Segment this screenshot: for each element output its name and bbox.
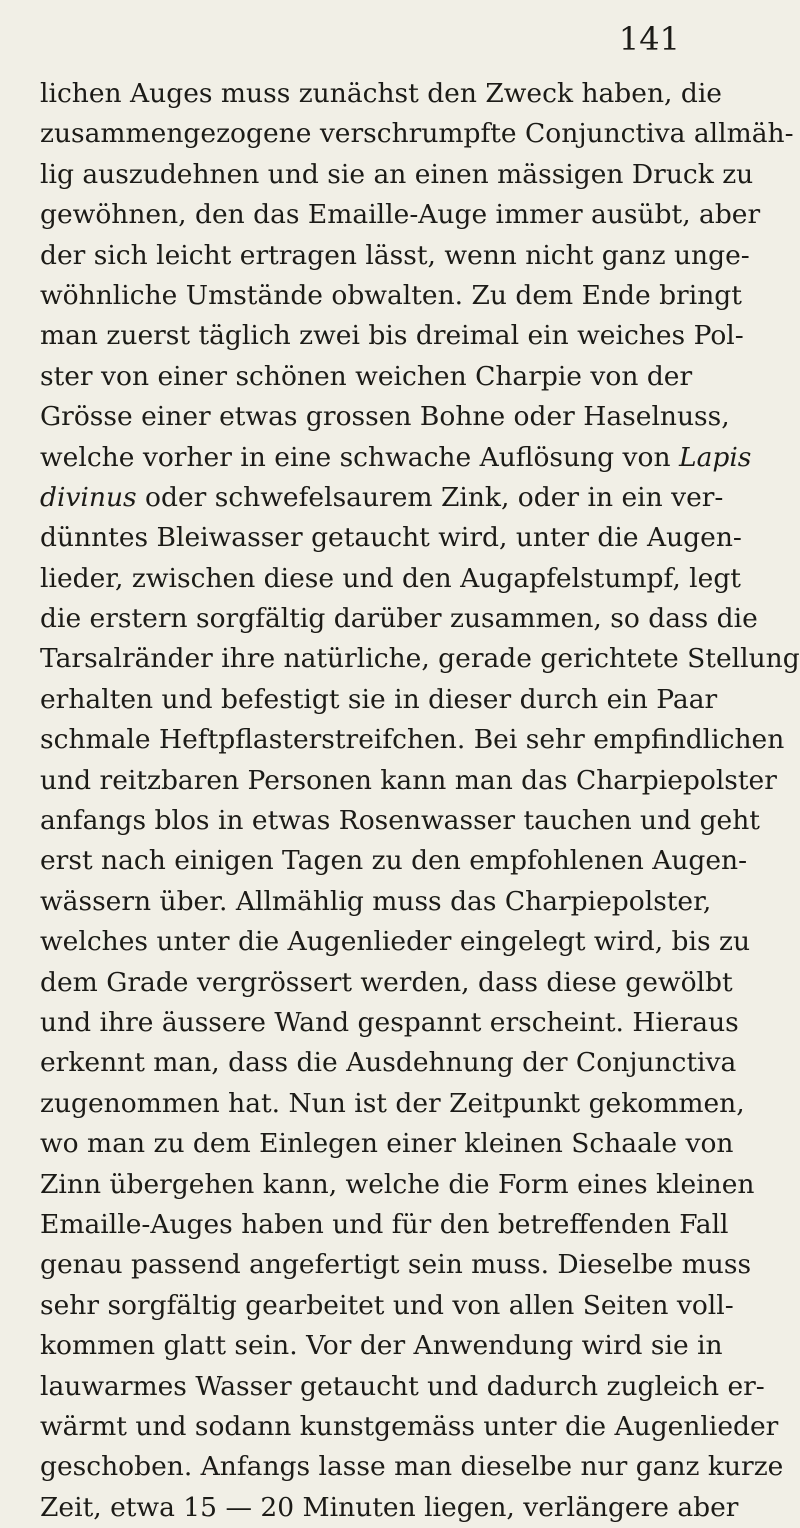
- text-line: Emaille-Auges haben und für den betreffenden Fall: [40, 1208, 729, 1240]
- text-line: dünntes Bleiwasser getaucht wird, unter die Augen-: [40, 522, 742, 554]
- text-line: ster von einer schönen weichen Charpie von der: [40, 360, 693, 392]
- text-line: dem Grade vergrössert werden, dass diese gewölbt: [40, 966, 733, 998]
- text-line: Zeit, etwa 15 — 20 Minuten liegen, verlängere aber: [40, 1491, 739, 1523]
- body-text: [40, 74, 800, 1528]
- text-line: gewöhnen, den das Emaille-Auge immer ausübt, aber: [40, 199, 761, 231]
- latin-term: divinus: [40, 481, 137, 513]
- page-number: 141: [618, 20, 680, 58]
- text-line: divinus oder schwefelsaurem Zink, oder in ein ver-: [40, 481, 724, 513]
- text-line: wärmt und sodann kunstgemäss unter die Augenlieder: [40, 1410, 779, 1442]
- text-line: erst nach einigen Tagen zu den empfohlenen Augen-: [40, 845, 748, 877]
- text-line: wo man zu dem Einlegen einer kleinen Schaale von: [40, 1128, 734, 1160]
- text-line: zugenommen hat. Nun ist der Zeitpunkt gekommen,: [40, 1087, 745, 1119]
- text-line: lig auszudehnen und sie an einen mässigen Druck zu: [40, 158, 754, 190]
- text-line: geschoben. Anfangs lasse man dieselbe nur ganz kurze: [40, 1451, 784, 1483]
- text-line: welches unter die Augenlieder eingelegt wird, bis zu: [40, 926, 751, 958]
- text-line: Grösse einer etwas grossen Bohne oder Haselnuss,: [40, 401, 730, 433]
- text-line: erkennt man, dass die Ausdehnung der Conjunctiva: [40, 1047, 737, 1079]
- text-line: und reitzbaren Personen kann man das Charpiepolster: [40, 764, 777, 796]
- text-line: sehr sorgfältig gearbeitet und von allen Seiten voll-: [40, 1289, 734, 1321]
- text-line: lichen Auges muss zunächst den Zweck haben, die: [40, 78, 722, 109]
- text-line: der sich leicht ertragen lässt, wenn nicht ganz unge-: [40, 239, 750, 271]
- text-line: genau passend angefertigt sein muss. Dieselbe muss: [40, 1249, 752, 1281]
- text-line: und ihre äussere Wand gespannt erscheint. Hieraus: [40, 1006, 739, 1038]
- text-line: Tarsalränder ihre natürliche, gerade gerichtete Stellung: [40, 643, 800, 675]
- text-line: erhalten und befestigt sie in dieser durch ein Paar: [40, 683, 718, 715]
- text-line: lauwarmes Wasser getaucht und dadurch zugleich er-: [40, 1370, 765, 1402]
- text-line: lieder, zwischen diese und den Augapfelstumpf, legt: [40, 562, 741, 594]
- latin-term: Lapis: [678, 441, 752, 473]
- text-line: man zuerst täglich zwei bis dreimal ein weiches Pol-: [40, 320, 744, 352]
- text-line: schmale Heftpflasterstreifchen. Bei sehr empfindlichen: [40, 724, 785, 756]
- text-line: kommen glatt sein. Vor der Anwendung wird sie in: [40, 1330, 723, 1362]
- text-line: die erstern sorgfältig darüber zusammen, so dass die: [40, 603, 758, 635]
- text-line: Zinn übergehen kann, welche die Form eines kleinen: [40, 1168, 755, 1200]
- text-line: welche vorher in eine schwache Auflösung von Lapis: [40, 441, 752, 473]
- text-line: anfangs blos in etwas Rosenwasser tauchen und geht: [40, 805, 760, 837]
- text-line: zusammengezogene verschrumpfte Conjunctiva allmäh-: [40, 118, 794, 150]
- text-line: wässern über. Allmählig muss das Charpiepolster,: [40, 885, 712, 917]
- text-line: wöhnliche Umstände obwalten. Zu dem Ende bringt: [40, 279, 742, 311]
